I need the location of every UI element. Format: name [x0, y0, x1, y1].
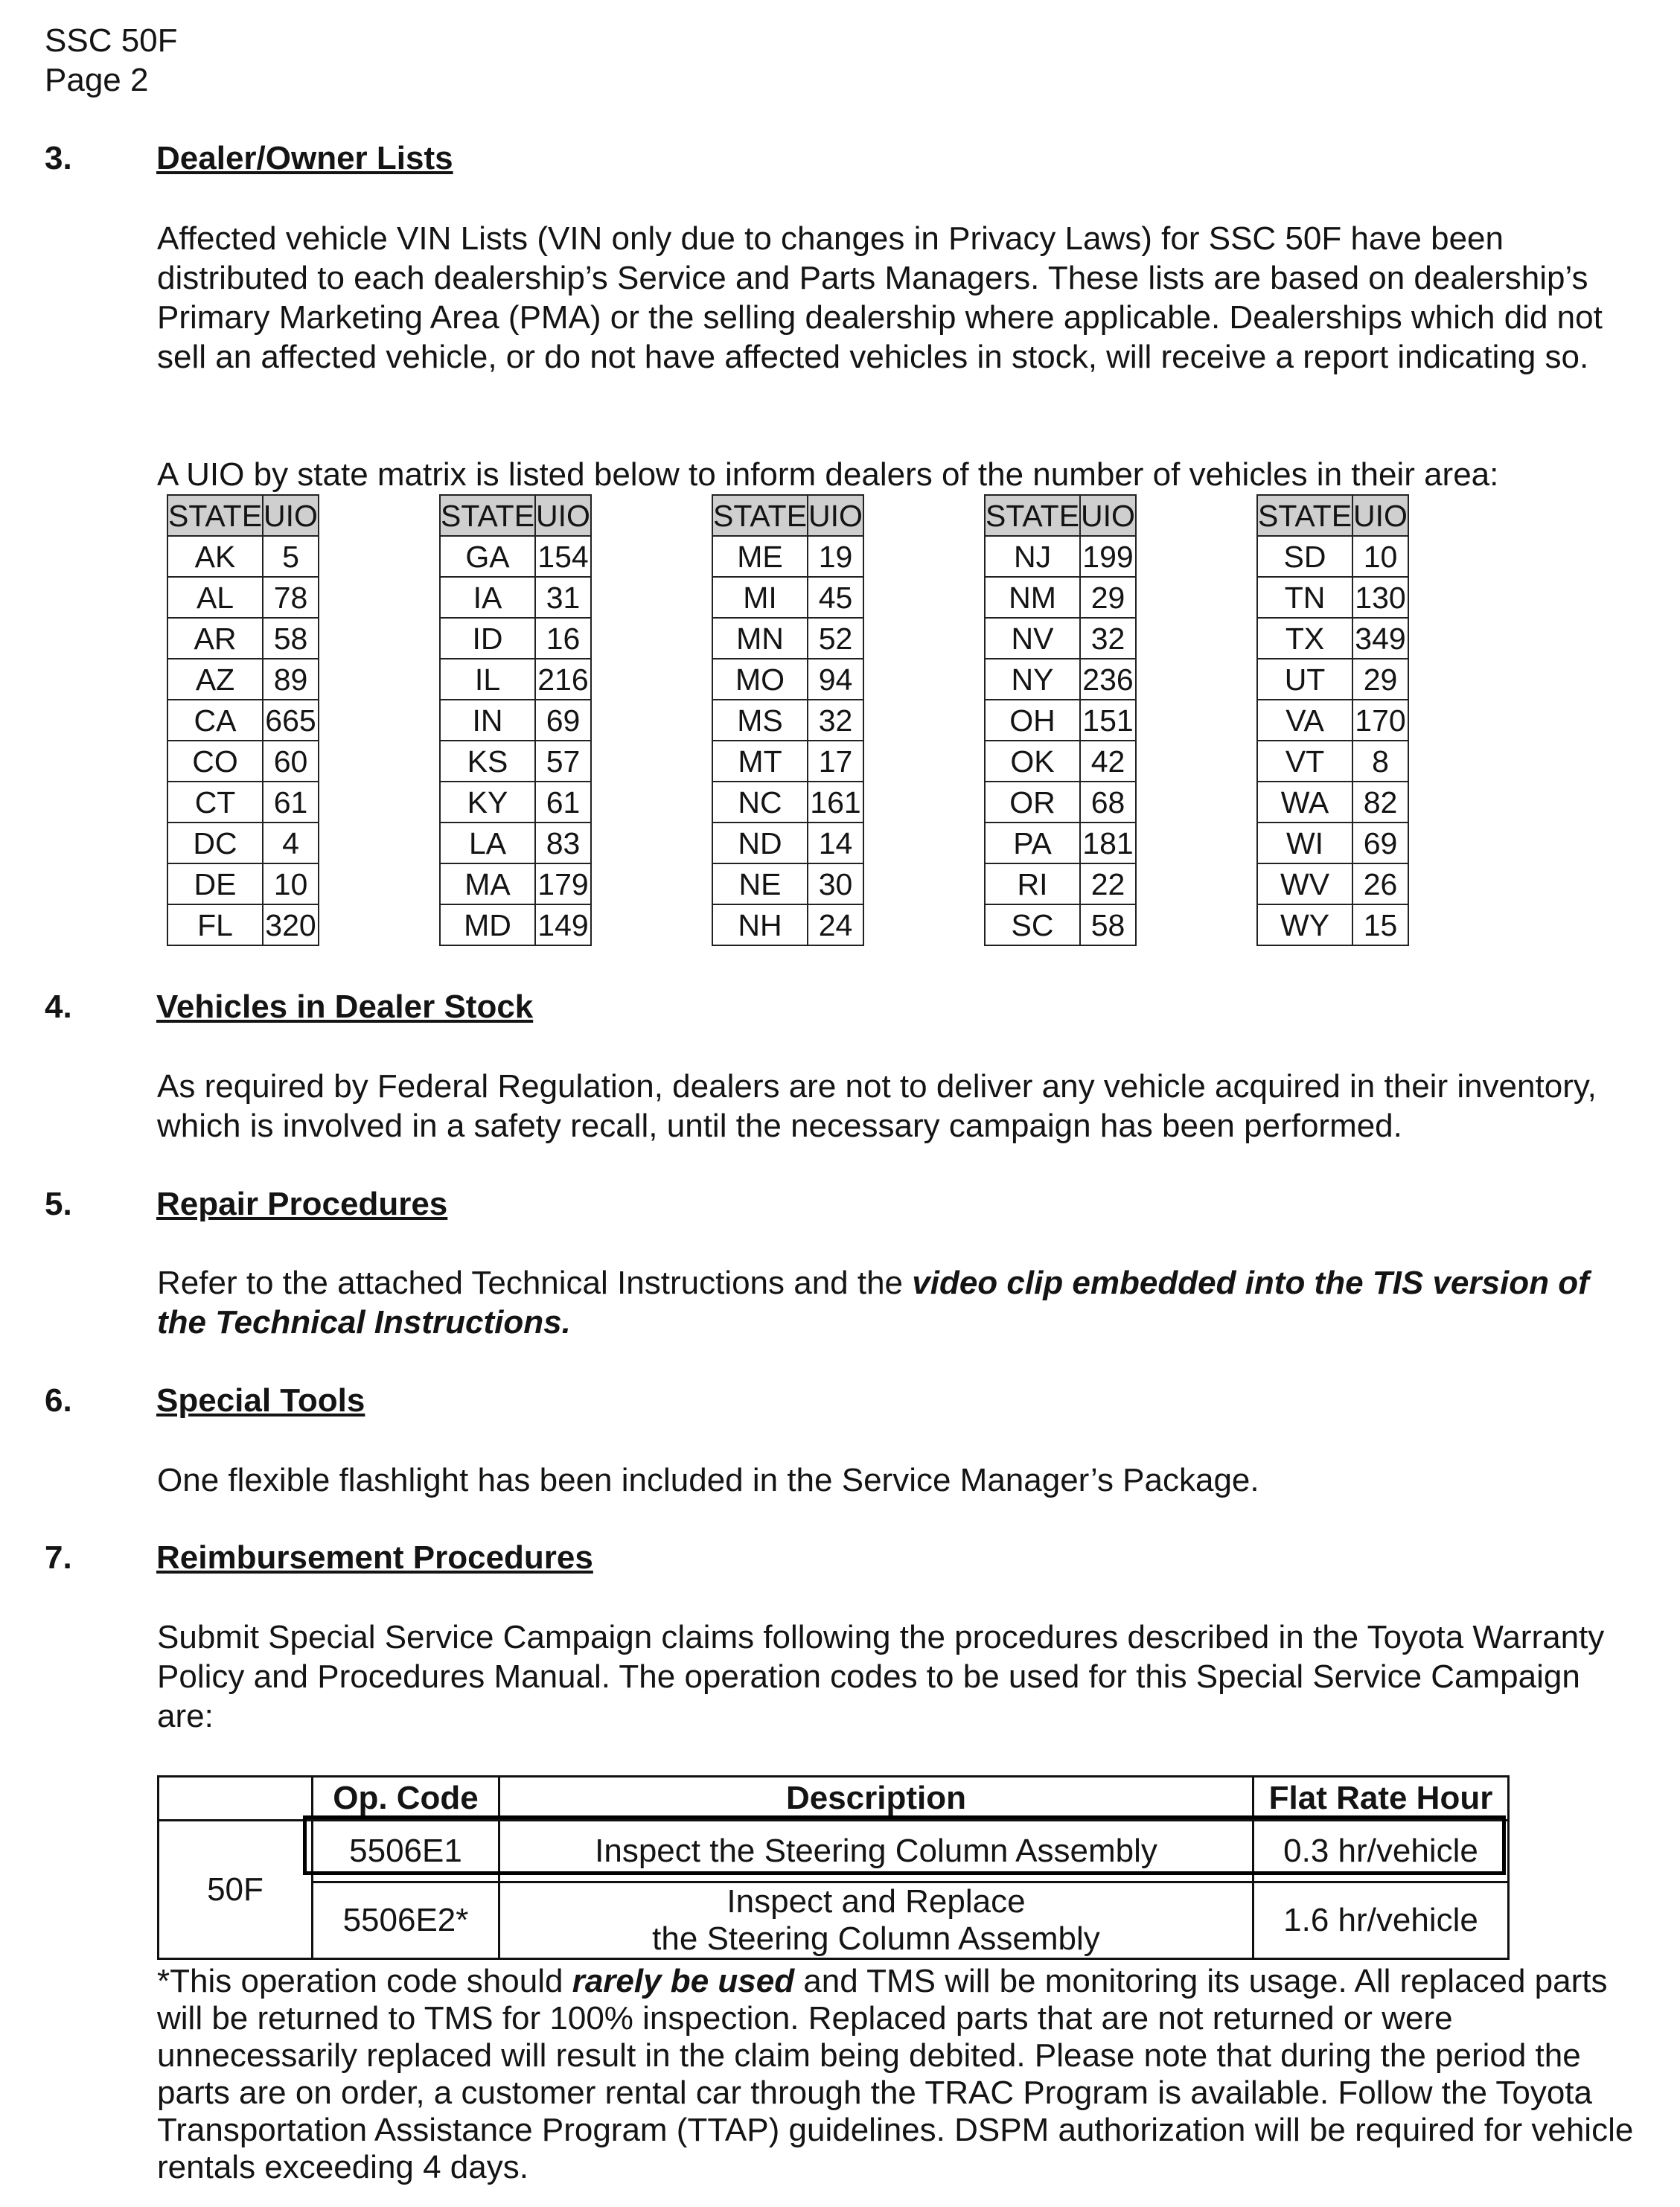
table-row [985, 536, 1136, 577]
table-row [440, 618, 591, 659]
table-row [985, 577, 1136, 618]
uio-cell: 665 [263, 700, 319, 741]
section-number: 7. [45, 1539, 72, 1576]
uio-cell: 5 [263, 536, 319, 577]
uio-state-table [439, 494, 592, 946]
table-row [167, 904, 319, 945]
uio-cell: 52 [808, 618, 863, 659]
uio-cell: 151 [1080, 700, 1136, 741]
table-row [440, 904, 591, 945]
uio-cell: 236 [1080, 659, 1136, 700]
state-cell: DC [167, 823, 263, 863]
table-row [167, 577, 319, 618]
state-cell: KS [440, 741, 535, 782]
table-row [1257, 823, 1408, 863]
table-row [167, 618, 319, 659]
table-row [712, 536, 863, 577]
uio-header: UIO [263, 495, 319, 536]
table-row [440, 536, 591, 577]
table-row [712, 659, 863, 700]
state-cell: ND [712, 823, 808, 863]
state-cell: SD [1257, 536, 1352, 577]
uio-cell: 94 [808, 659, 863, 700]
uio-cell: 17 [808, 741, 863, 782]
campaign-code-cell: 50F [159, 1821, 313, 1959]
document-id: SSC 50F [45, 22, 178, 59]
uio-state-table [984, 494, 1137, 946]
table-row [440, 659, 591, 700]
uio-cell: 15 [1352, 904, 1408, 945]
state-header: STATE [167, 495, 263, 536]
table-row [985, 741, 1136, 782]
uio-cell: 22 [1080, 863, 1136, 904]
state-cell: IN [440, 700, 535, 741]
state-cell: MN [712, 618, 808, 659]
state-cell: ME [712, 536, 808, 577]
uio-header: UIO [1080, 495, 1136, 536]
state-header: STATE [1257, 495, 1352, 536]
table-row [167, 823, 319, 863]
uio-cell: 14 [808, 823, 863, 863]
state-cell: AZ [167, 659, 263, 700]
uio-cell: 42 [1080, 741, 1136, 782]
section-number: 6. [45, 1382, 72, 1419]
operation-code-table [157, 1775, 1510, 1960]
table-row [1257, 741, 1408, 782]
table-row [159, 1882, 1509, 1959]
state-cell: NJ [985, 536, 1080, 577]
table-header-row [712, 495, 863, 536]
repair-text: Refer to the attached Technical Instructions and the [157, 1265, 913, 1301]
state-header: STATE [440, 495, 535, 536]
section-heading: Repair Procedures [156, 1186, 448, 1222]
dealer-lists-paragraph: Affected vehicle VIN Lists (VIN only due to changes in Privacy Laws) for SSC 50F have been distributed to each dealership’s Service and Parts Managers. These lists are based on dealership’s Primary Marketing Area (PMA) or the selling dealership where applicable. Dealerships which did not sell an affected vehicle, or do not have affected vehicles in stock, will receive a report indicating so. [157, 220, 1603, 375]
state-cell: GA [440, 536, 535, 577]
section-heading: Vehicles in Dealer Stock [156, 988, 534, 1025]
uio-cell: 154 [535, 536, 591, 577]
footnote-emphasis: rarely be used [572, 1963, 795, 1999]
special-tools-paragraph: One flexible flashlight has been included in the Service Manager’s Package. [157, 1462, 1259, 1498]
table-row [440, 700, 591, 741]
state-cell: SC [985, 904, 1080, 945]
operation-code-table-wrapper [157, 1775, 1510, 1960]
state-cell: MS [712, 700, 808, 741]
uio-header: UIO [808, 495, 863, 536]
uio-header: UIO [535, 495, 591, 536]
table-row [985, 863, 1136, 904]
state-cell: WY [1257, 904, 1352, 945]
reimbursement-paragraph: Submit Special Service Campaign claims following the procedures described in the Toyota Warranty Policy and Procedures Manual. The operation codes to be used for this Special Service Campaign are: [157, 1619, 1605, 1734]
table-row [712, 741, 863, 782]
uio-cell: 216 [535, 659, 591, 700]
uio-state-table [712, 494, 864, 946]
state-cell: WI [1257, 823, 1352, 863]
table-row [1257, 659, 1408, 700]
table-row [440, 863, 591, 904]
state-cell: OH [985, 700, 1080, 741]
table-row [440, 741, 591, 782]
state-cell: AR [167, 618, 263, 659]
description-header: Description [499, 1777, 1253, 1821]
uio-cell: 45 [808, 577, 863, 618]
description-cell: Inspect the Steering Column Assembly [499, 1821, 1253, 1882]
uio-cell: 57 [535, 741, 591, 782]
op-code-cell: 5506E2* [313, 1882, 499, 1959]
uio-cell: 89 [263, 659, 319, 700]
table-row [440, 823, 591, 863]
table-row [440, 577, 591, 618]
state-cell: NV [985, 618, 1080, 659]
uio-cell: 130 [1352, 577, 1408, 618]
table-row [985, 904, 1136, 945]
table-row [167, 863, 319, 904]
table-header-row [167, 495, 319, 536]
state-cell: NH [712, 904, 808, 945]
state-cell: NE [712, 863, 808, 904]
section-number: 3. [45, 140, 72, 176]
uio-cell: 69 [535, 700, 591, 741]
uio-cell: 61 [263, 782, 319, 823]
state-cell: RI [985, 863, 1080, 904]
table-row [1257, 536, 1408, 577]
state-cell: KY [440, 782, 535, 823]
state-cell: CO [167, 741, 263, 782]
uio-cell: 83 [535, 823, 591, 863]
state-header: STATE [712, 495, 808, 536]
section-heading: Dealer/Owner Lists [156, 140, 453, 176]
table-header-row [440, 495, 591, 536]
uio-cell: 60 [263, 741, 319, 782]
table-row [985, 659, 1136, 700]
table-row [712, 823, 863, 863]
table-row [985, 700, 1136, 741]
table-row [1257, 782, 1408, 823]
uio-cell: 19 [808, 536, 863, 577]
section-heading: Special Tools [156, 1382, 365, 1419]
dealer-stock-paragraph: As required by Federal Regulation, dealers are not to deliver any vehicle acquired in their inventory, which is involved in a safety recall, until the necessary campaign has been performed. [157, 1068, 1597, 1144]
state-cell: IL [440, 659, 535, 700]
flat-rate-header: Flat Rate Hour [1253, 1777, 1509, 1821]
state-cell: PA [985, 823, 1080, 863]
state-cell: WA [1257, 782, 1352, 823]
table-row [1257, 700, 1408, 741]
table-row [167, 659, 319, 700]
state-cell: FL [167, 904, 263, 945]
state-cell: VA [1257, 700, 1352, 741]
op-code-cell: 5506E1 [313, 1821, 499, 1882]
state-header: STATE [985, 495, 1080, 536]
uio-state-table [167, 494, 319, 946]
table-row [1257, 577, 1408, 618]
description-cell [499, 1882, 1253, 1959]
state-cell: WV [1257, 863, 1352, 904]
uio-cell: 320 [263, 904, 319, 945]
uio-cell: 8 [1352, 741, 1408, 782]
uio-cell: 32 [808, 700, 863, 741]
state-cell: OK [985, 741, 1080, 782]
table-row [712, 863, 863, 904]
uio-cell: 10 [263, 863, 319, 904]
table-header-row [1257, 495, 1408, 536]
uio-cell: 10 [1352, 536, 1408, 577]
uio-cell: 29 [1080, 577, 1136, 618]
flat-rate-cell: 0.3 hr/vehicle [1253, 1821, 1509, 1882]
page-header [45, 21, 178, 100]
uio-cell: 69 [1352, 823, 1408, 863]
uio-cell: 58 [1080, 904, 1136, 945]
state-cell: CA [167, 700, 263, 741]
state-cell: OR [985, 782, 1080, 823]
table-row [1257, 904, 1408, 945]
uio-cell: 179 [535, 863, 591, 904]
state-cell: CT [167, 782, 263, 823]
table-row [440, 782, 591, 823]
uio-cell: 31 [535, 577, 591, 618]
uio-cell: 181 [1080, 823, 1136, 863]
uio-cell: 170 [1352, 700, 1408, 741]
table-row [1257, 618, 1408, 659]
op-code-header: Op. Code [313, 1777, 499, 1821]
uio-cell: 78 [263, 577, 319, 618]
uio-cell: 349 [1352, 618, 1408, 659]
table-row [985, 618, 1136, 659]
table-row [712, 618, 863, 659]
table-row [712, 700, 863, 741]
state-cell: AL [167, 577, 263, 618]
table-row [985, 782, 1136, 823]
table-row [712, 577, 863, 618]
state-cell: MA [440, 863, 535, 904]
state-cell: MI [712, 577, 808, 618]
uio-cell: 149 [535, 904, 591, 945]
uio-cell: 26 [1352, 863, 1408, 904]
table-row [712, 904, 863, 945]
blank-header-cell [159, 1777, 313, 1821]
state-cell: MT [712, 741, 808, 782]
uio-cell: 199 [1080, 536, 1136, 577]
uio-cell: 30 [808, 863, 863, 904]
state-cell: AK [167, 536, 263, 577]
table-row [712, 782, 863, 823]
section-number: 4. [45, 988, 72, 1025]
flat-rate-cell: 1.6 hr/vehicle [1253, 1882, 1509, 1959]
state-cell: MO [712, 659, 808, 700]
uio-cell: 68 [1080, 782, 1136, 823]
uio-state-table [1256, 494, 1409, 946]
uio-cell: 4 [263, 823, 319, 863]
state-cell: NY [985, 659, 1080, 700]
description-line: Inspect and Replace [726, 1883, 1026, 1920]
uio-intro-paragraph: A UIO by state matrix is listed below to inform dealers of the number of vehicles in their area: [157, 456, 1499, 493]
state-cell: ID [440, 618, 535, 659]
table-row [985, 823, 1136, 863]
uio-cell: 29 [1352, 659, 1408, 700]
uio-cell: 82 [1352, 782, 1408, 823]
footnote-paragraph [157, 1963, 1646, 2186]
section-heading: Reimbursement Procedures [156, 1539, 593, 1576]
table-row [167, 700, 319, 741]
table-row [167, 536, 319, 577]
state-cell: DE [167, 863, 263, 904]
table-row [167, 741, 319, 782]
uio-cell: 24 [808, 904, 863, 945]
uio-cell: 16 [535, 618, 591, 659]
state-cell: NC [712, 782, 808, 823]
table-header-row [985, 495, 1136, 536]
uio-cell: 161 [808, 782, 863, 823]
state-cell: LA [440, 823, 535, 863]
uio-header: UIO [1352, 495, 1408, 536]
section-number: 5. [45, 1186, 72, 1222]
uio-cell: 61 [535, 782, 591, 823]
state-cell: VT [1257, 741, 1352, 782]
state-cell: MD [440, 904, 535, 945]
repair-procedures-paragraph [157, 1263, 1631, 1342]
state-cell: TN [1257, 577, 1352, 618]
state-cell: UT [1257, 659, 1352, 700]
state-cell: TX [1257, 618, 1352, 659]
state-cell: IA [440, 577, 535, 618]
table-row [1257, 863, 1408, 904]
page-number: Page 2 [45, 62, 149, 98]
table-row [159, 1821, 1509, 1882]
uio-cell: 32 [1080, 618, 1136, 659]
uio-cell: 58 [263, 618, 319, 659]
table-row [167, 782, 319, 823]
footnote-text: *This operation code should [157, 1963, 572, 1999]
repair-text-emphasis: video clip embedded into the TIS version of the Technical Instructions. [157, 1265, 1589, 1341]
state-cell: NM [985, 577, 1080, 618]
footnote-text: and TMS will be monitoring its usage. All replaced parts will be returned to TMS for 100% inspection. Replaced parts that are not returned or were unnecessarily replaced will result in the claim being debited. Please note that during the period the parts are on order, a customer rental car through the TRAC Program is available. Follow the Toyota Transportation Assistance Program (TTAP) guidelines. DSPM authorization will be required for vehicle rentals exceeding 4 days. [157, 1963, 1634, 2185]
description-line: the Steering Column Assembly [652, 1920, 1100, 1957]
